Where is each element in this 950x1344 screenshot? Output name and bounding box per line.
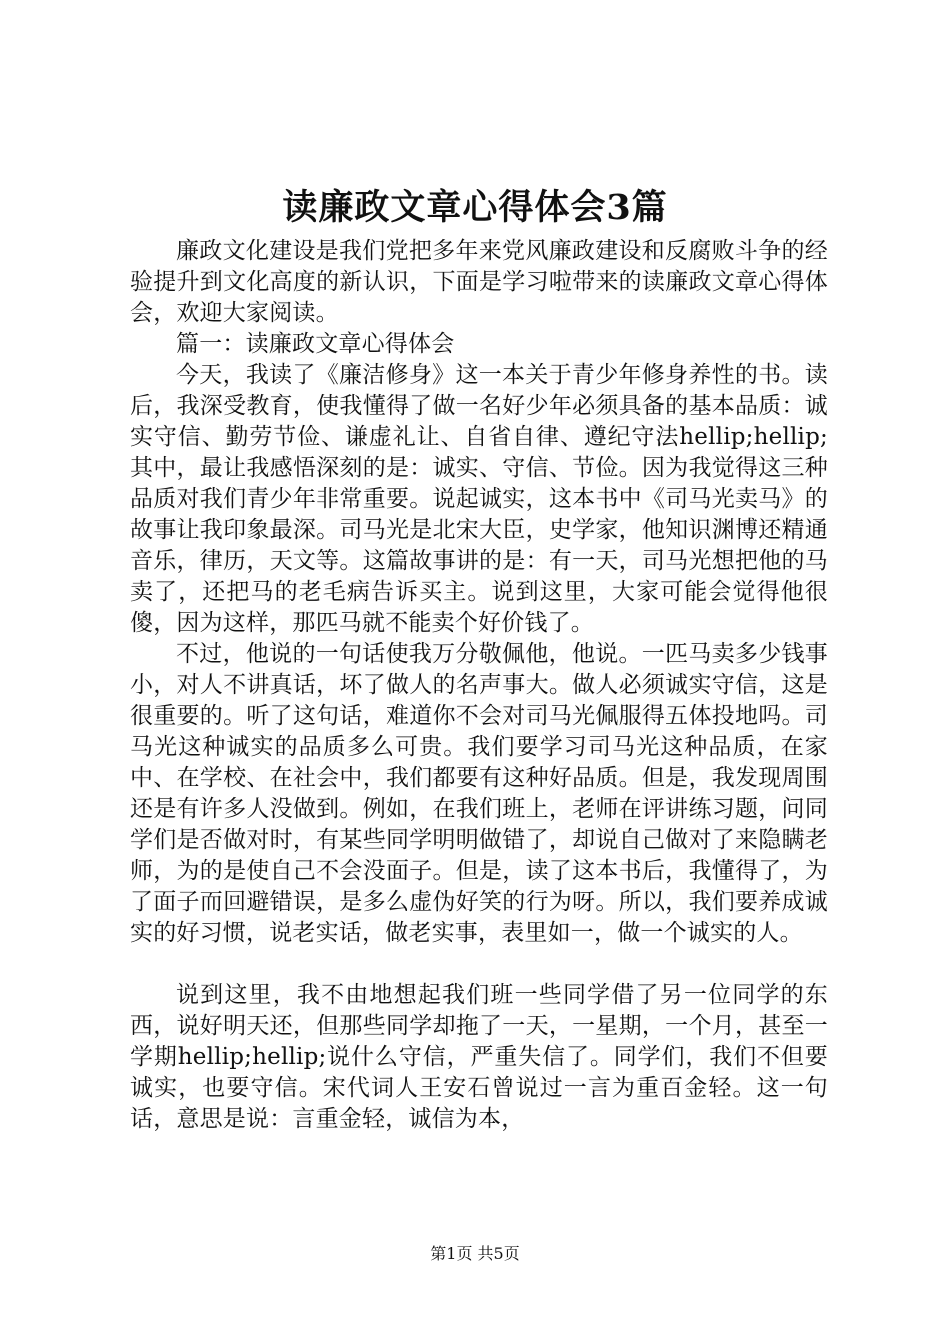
section-heading: 篇一：读廉政文章心得体会 xyxy=(176,331,455,357)
document-title: 读廉政文章心得体会3篇 xyxy=(282,187,668,228)
body-paragraph: 说到这里，我不由地想起我们班一些同学借了另一位同学的东西，说好明天还，但那些同学却拖了一天，一星期，一个月，甚至一学期hellip;hellip;说什么守信，严重失信了。同学们，我们不但要诚实，也要守信。宋代词人王安石曾说过一言为重百金轻。这一句话，意思是说：言重金轻，诚信为本， xyxy=(130,982,828,1132)
intro-paragraph: 廉政文化建设是我们党把多年来党风廉政建设和反腐败斗争的经验提升到文化高度的新认识，下面是学习啦带来的读廉政文章心得体会，欢迎大家阅读。 xyxy=(130,238,828,326)
body-paragraph: 不过，他说的一句话使我万分敬佩他，他说。一匹马卖多少钱事小，对人不讲真话，坏了做人的名声事大。做人必须诚实守信，这是很重要的。听了这句话，难道你不会对司马光佩服得五体投地吗。司马光这种诚实的品质多么可贵。我们要学习司马光这种品质，在家中、在学校、在社会中，我们都要有这种好品质。但是，我发现周围还是有许多人没做到。例如，在我们班上，老师在评讲练习题，问同学们是否做对时，有某些同学明明做错了，却说自己做对了来隐瞒老师，为的是使自己不会没面子。但是，读了这本书后，我懂得了，为了面子而回避错误，是多么虚伪好笑的行为呀。所以，我们要养成诚实的好习惯，说老实话，做老实事，表里如一，做一个诚实的人。 xyxy=(130,641,828,946)
body-paragraph: 今天，我读了《廉洁修身》这一本关于青少年修身养性的书。读后，我深受教育，使我懂得了做一名好少年必须具备的基本品质：诚实守信、勤劳节俭、谦虚礼让、自省自律、遵纪守法hellip;hellip;其中，最让我感悟深刻的是：诚实、守信、节俭。因为我觉得这三种品质对我们青少年非常重要。说起诚实，这本书中《司马光卖马》的故事让我印象最深。司马光是北宋大臣，史学家，他知识渊博还精通音乐，律历，天文等。这篇故事讲的是：有一天，司马光想把他的马卖了，还把马的老毛病告诉买主。说到这里，大家可能会觉得他很傻，因为这样，那匹马就不能卖个好价钱了。 xyxy=(130,362,828,636)
page-number-footer: 第1页 共5页 xyxy=(430,1244,520,1263)
document-body xyxy=(130,236,828,1135)
